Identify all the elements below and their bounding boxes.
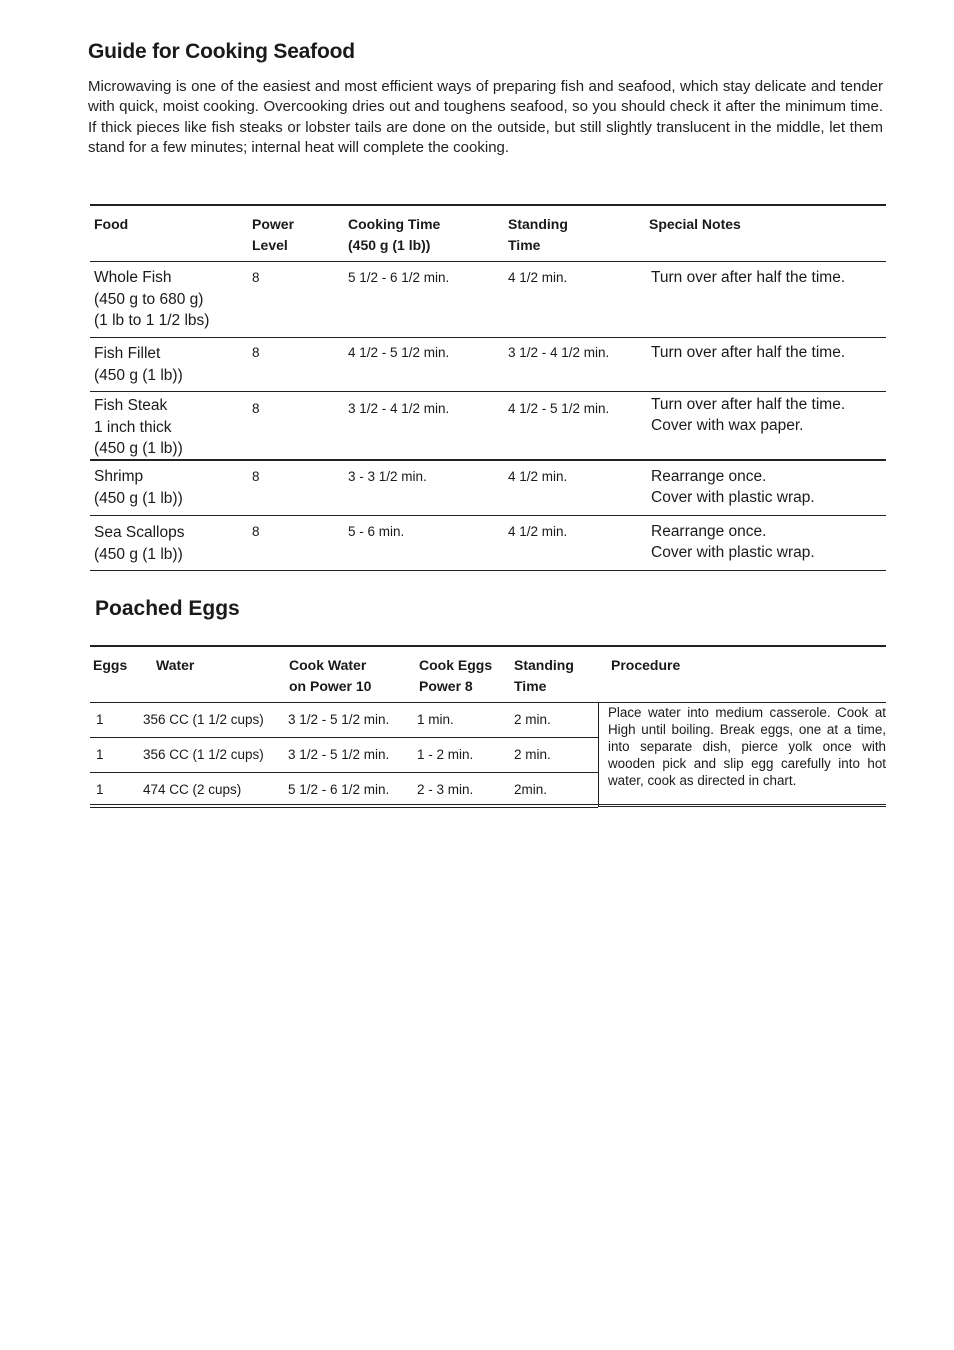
cook-water-cell: 3 1/2 - 5 1/2 min. <box>288 712 390 727</box>
food-cell: Shrimp (450 g (1 lb)) <box>94 468 183 507</box>
standing-cell: 2 min. <box>514 747 551 762</box>
col-header-cooking-time: Cooking Time (450 g (1 lb)) <box>348 216 441 253</box>
power-cell: 8 <box>252 270 260 285</box>
col-header-power-level: Power Level <box>252 216 295 253</box>
notes-cell: Turn over after half the time. <box>651 344 846 361</box>
power-cell: 8 <box>252 469 260 484</box>
seafood-title: Guide for Cooking Seafood <box>88 40 355 63</box>
water-cell: 356 CC (1 1/2 cups) <box>143 747 264 762</box>
food-cell: Fish Steak 1 inch thick (450 g (1 lb)) <box>94 397 183 457</box>
cook-water-cell: 5 1/2 - 6 1/2 min. <box>288 782 390 797</box>
seafood-intro: Microwaving is one of the easiest and most efficient ways of preparing fish and seafood, which stay delicate and tender with quick, moist cooking. Overcooking dries out and toughens seafood, so you should check it after the minimum time. If thick pieces like fish steaks or lobster tails are done on the outside, but still slightly translucent in the middle, let them stand for a few minutes; internal heat will complete the cooking. <box>88 78 883 157</box>
standing-time-cell: 3 1/2 - 4 1/2 min. <box>508 345 610 360</box>
table-row <box>90 392 886 461</box>
cooking-time-cell: 5 1/2 - 6 1/2 min. <box>348 270 450 285</box>
standing-time-cell: 4 1/2 min. <box>508 469 568 484</box>
table-row <box>90 262 886 338</box>
food-cell: Fish Fillet (450 g (1 lb)) <box>94 345 183 384</box>
table-row <box>90 703 598 738</box>
standing-cell: 2min. <box>514 782 548 797</box>
col-header-water: Water <box>156 657 195 673</box>
eggs-rows <box>90 703 598 808</box>
notes-cell: Rearrange once. Cover with plastic wrap. <box>651 523 815 561</box>
eggs-table-header <box>90 645 886 703</box>
col-header-procedure: Procedure <box>611 657 681 673</box>
notes-cell: Turn over after half the time. <box>651 269 846 286</box>
notes-cell: Rearrange once. Cover with plastic wrap. <box>651 468 815 506</box>
col-header-food: Food <box>94 216 129 232</box>
seafood-table <box>90 204 886 571</box>
standing-time-cell: 4 1/2 - 5 1/2 min. <box>508 401 610 416</box>
table-row <box>90 338 886 392</box>
cooking-time-cell: 3 - 3 1/2 min. <box>348 469 427 484</box>
standing-time-cell: 4 1/2 min. <box>508 524 568 539</box>
eggs-cell: 1 <box>96 712 104 727</box>
table-row <box>90 773 598 808</box>
cook-water-cell: 3 1/2 - 5 1/2 min. <box>288 747 390 762</box>
eggs-cell: 1 <box>96 747 104 762</box>
col-header-eggs: Eggs <box>93 657 128 673</box>
cooking-time-cell: 5 - 6 min. <box>348 524 405 539</box>
eggs-table <box>90 645 886 808</box>
water-cell: 356 CC (1 1/2 cups) <box>143 712 264 727</box>
food-cell: Sea Scallops (450 g (1 lb)) <box>94 524 185 563</box>
seafood-table-header <box>90 204 886 262</box>
power-cell: 8 <box>252 401 260 416</box>
table-row <box>90 738 598 773</box>
table-row <box>90 516 886 571</box>
standing-time-cell: 4 1/2 min. <box>508 270 568 285</box>
cooking-time-cell: 4 1/2 - 5 1/2 min. <box>348 345 450 360</box>
eggs-title: Poached Eggs <box>95 597 240 620</box>
eggs-cell: 1 <box>96 782 104 797</box>
power-cell: 8 <box>252 524 260 539</box>
water-cell: 474 CC (2 cups) <box>143 782 242 797</box>
col-header-cook-eggs: Cook Eggs Power 8 <box>419 657 493 694</box>
notes-cell: Turn over after half the time. Cover with wax paper. <box>651 396 846 434</box>
col-header-cook-water: Cook Water on Power 10 <box>289 657 372 694</box>
col-header-special-notes: Special Notes <box>649 216 741 232</box>
cook-eggs-cell: 1 - 2 min. <box>417 747 474 762</box>
cook-eggs-cell: 2 - 3 min. <box>417 782 474 797</box>
table-bottom-rule <box>90 804 886 805</box>
food-cell: Whole Fish (450 g to 680 g) (1 lb to 1 1/2 lbs) <box>94 269 210 329</box>
standing-cell: 2 min. <box>514 712 551 727</box>
col-header-standing-time: Standing Time <box>508 216 568 253</box>
cook-eggs-cell: 1 min. <box>417 712 454 727</box>
power-cell: 8 <box>252 345 260 360</box>
col-header-standing-time: Standing Time <box>514 657 574 694</box>
table-row <box>90 461 886 516</box>
cooking-time-cell: 3 1/2 - 4 1/2 min. <box>348 401 450 416</box>
procedure-cell: Place water into medium casserole. Cook at High until boiling. Break eggs, one at a time, into separate dish, pierce yolk once with wooden pick and slip egg carefully into hot water, cook as directed in chart. <box>598 702 886 807</box>
